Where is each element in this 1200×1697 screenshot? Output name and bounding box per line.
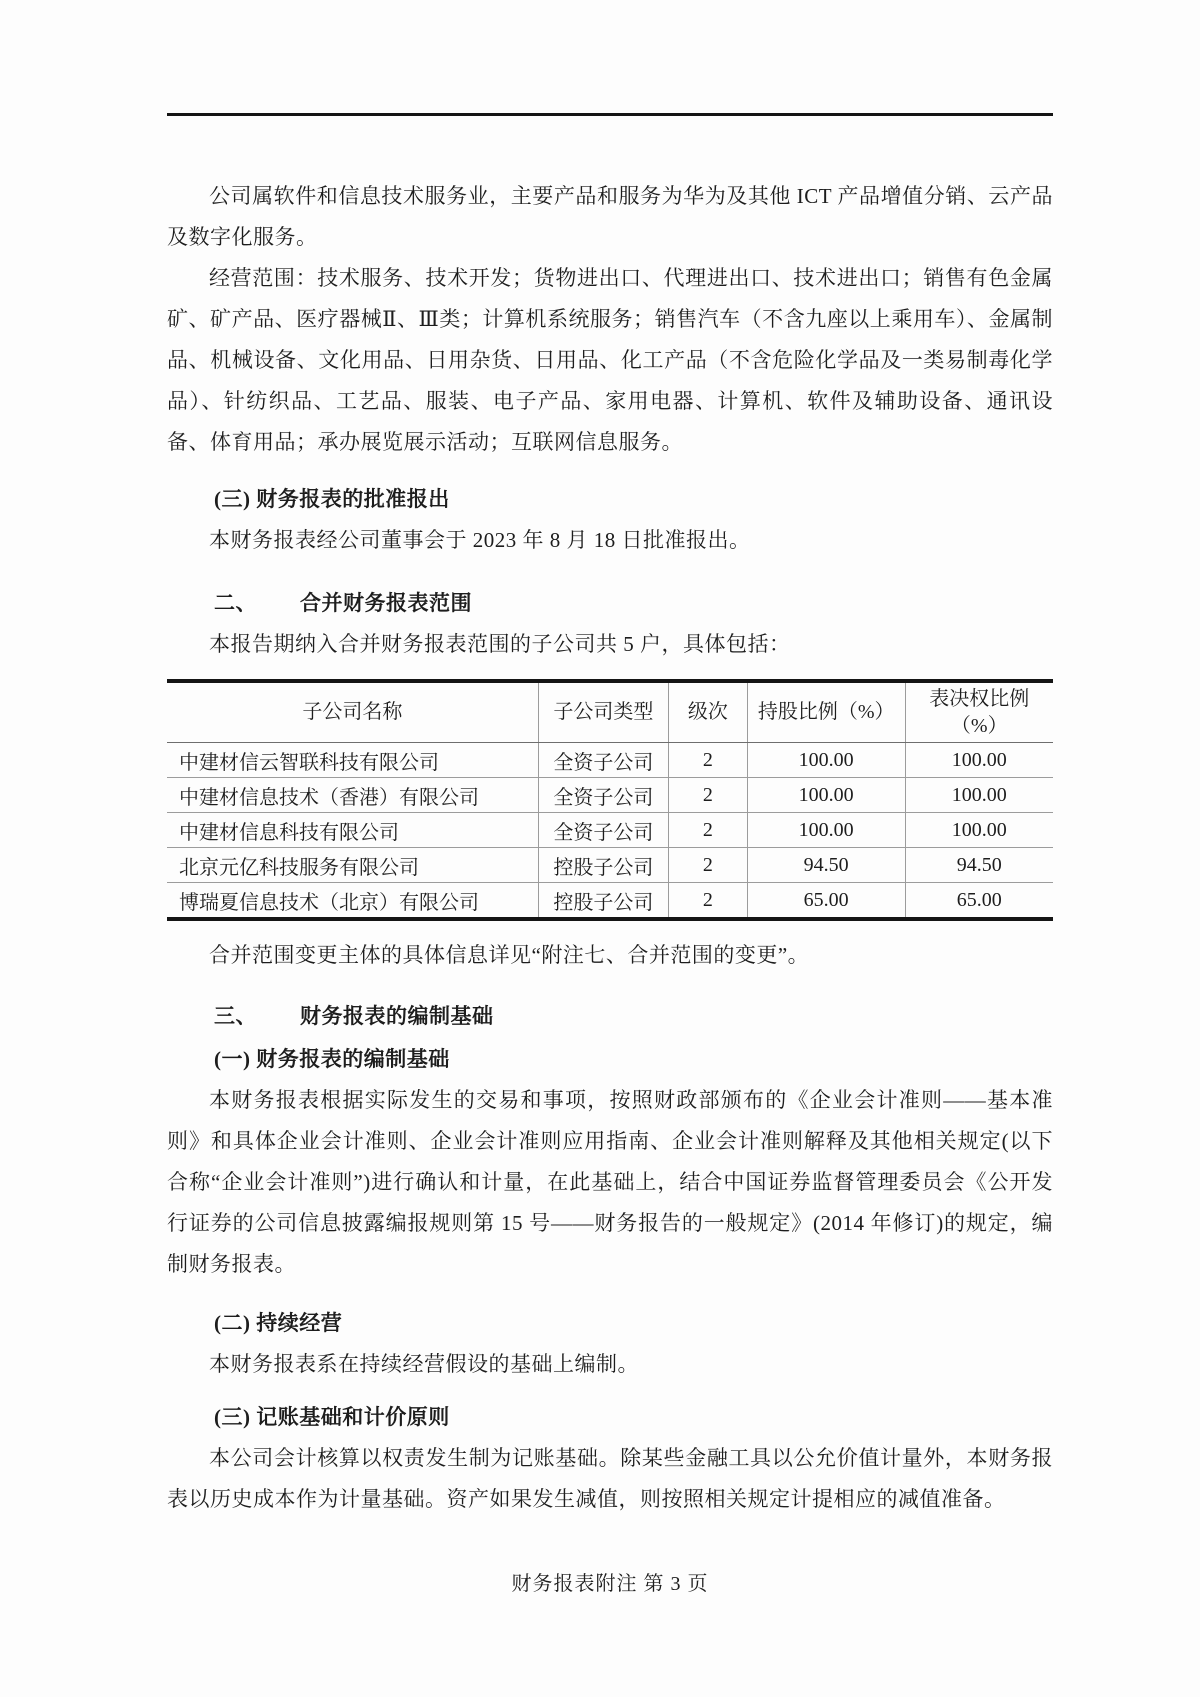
table-row	[167, 778, 1053, 813]
table-row	[167, 848, 1053, 883]
cell-level: 2	[668, 743, 747, 778]
cell-shareholding-ratio: 100.00	[747, 813, 905, 848]
section-basis-heading	[214, 996, 1053, 1037]
basis-sub3-paragraph: 本公司会计核算以权责发生制为记账基础。除某些金融工具以公允价值计量外，本财务报表以历史成本作为计量基础。资产如果发生减值，则按照相关规定计提相应的减值准备。	[167, 1446, 1053, 1511]
cell-level: 2	[668, 848, 747, 883]
cell-level: 2	[668, 813, 747, 848]
cell-voting-ratio: 65.00	[956, 888, 1002, 911]
table-row	[167, 813, 1053, 848]
basis-sub1-paragraph: 本财务报表根据实际发生的交易和事项，按照财政部颁布的《企业会计准则——基本准则》和具体企业会计准则、企业会计准则应用指南、企业会计准则解释及其他相关规定(以下合称“企业会计准则”)进行确认和计量，在此基础上，结合中国证券监督管理委员会《公开发行证券的公司信息披露编报规则第 15 号——财务报告的一般规定》(2014 年修订)的规定，编制财务报表。	[167, 1088, 1053, 1276]
page-content	[167, 0, 1053, 1520]
subsidiaries-table	[167, 679, 1053, 921]
cell-voting-ratio: 94.50	[905, 848, 1053, 883]
table-header-row	[167, 681, 1053, 743]
col-header-subsidiary-type: 子公司类型	[538, 681, 668, 743]
cell-subsidiary-type: 全资子公司	[538, 778, 668, 813]
header-rule	[167, 113, 1053, 116]
basis-sub1-heading: (一) 财务报表的编制基础	[214, 1047, 450, 1071]
cell-shareholding-ratio: 100.00	[747, 743, 905, 778]
cell-level: 2	[668, 778, 747, 813]
col-header-level: 级次	[668, 681, 747, 743]
section-basis-title: 财务报表的编制基础	[300, 1004, 494, 1028]
basis-sub3-heading: (三) 记账基础和计价原则	[214, 1405, 450, 1429]
industry-paragraph: 公司属软件和信息技术服务业，主要产品和服务为华为及其他 ICT 产品增值分销、云产品及数字化服务。	[167, 184, 1053, 249]
cell-subsidiary-type: 控股子公司	[538, 883, 668, 920]
basis-sub2-paragraph: 本财务报表系在持续经营假设的基础上编制。	[209, 1352, 639, 1376]
page-footer: 财务报表附注 第 3 页	[511, 1573, 709, 1595]
section-scope-heading	[214, 583, 1053, 624]
approval-subheading: (三) 财务报表的批准报出	[214, 487, 450, 511]
cell-voting-ratio: 100.00	[905, 778, 1053, 813]
cell-shareholding-ratio: 100.00	[747, 778, 905, 813]
section-basis-number: 三、	[214, 1004, 257, 1028]
table-row	[167, 883, 1053, 920]
col-header-subsidiary-name: 子公司名称	[167, 681, 538, 743]
col-header-voting-ratio: 表决权比例（%）	[905, 681, 1053, 743]
scope-intro-paragraph: 本报告期纳入合并财务报表范围的子公司共 5 户，具体包括：	[209, 632, 791, 656]
cell-subsidiary-name: 中建材信云智联科技有限公司	[167, 743, 538, 778]
cell-voting-ratio: 100.00	[905, 813, 1053, 848]
scope-change-note: 合并范围变更主体的具体信息详见“附注七、合并范围的变更”。	[209, 943, 810, 967]
cell-subsidiary-name: 博瑞夏信息技术（北京）有限公司	[167, 883, 538, 920]
cell-level: 2	[668, 883, 747, 920]
table-row	[167, 743, 1053, 778]
cell-shareholding-ratio: 94.50	[747, 848, 905, 883]
cell-subsidiary-name: 中建材信息科技有限公司	[167, 813, 538, 848]
section-scope-title: 合并财务报表范围	[300, 591, 472, 615]
cell-shareholding-ratio: 65.00	[747, 883, 905, 920]
cell-subsidiary-type: 全资子公司	[538, 813, 668, 848]
basis-sub2-heading: (二) 持续经营	[214, 1311, 343, 1335]
cell-subsidiary-type: 全资子公司	[538, 743, 668, 778]
col-header-shareholding-ratio: 持股比例（%）	[747, 681, 905, 743]
cell-subsidiary-name: 北京元亿科技服务有限公司	[167, 848, 538, 883]
cell-subsidiary-type: 控股子公司	[538, 848, 668, 883]
cell-voting-ratio: 100.00	[905, 743, 1053, 778]
cell-subsidiary-name: 中建材信息技术（香港）有限公司	[167, 778, 538, 813]
business-scope-paragraph: 经营范围：技术服务、技术开发；货物进出口、代理进出口、技术进出口；销售有色金属矿、矿产品、医疗器械Ⅱ、Ⅲ类；计算机系统服务；销售汽车（不含九座以上乘用车）、金属制品、机械设备、文化用品、日用杂货、日用品、化工产品（不含危险化学品及一类易制毒化学品）、针纺织品、工艺品、服装、电子产品、家用电器、计算机、软件及辅助设备、通讯设备、体育用品；承办展览展示活动；互联网信息服务。	[167, 266, 1053, 454]
approval-paragraph: 本财务报表经公司董事会于 2023 年 8 月 18 日批准报出。	[209, 528, 751, 552]
section-scope-number: 二、	[214, 591, 257, 615]
